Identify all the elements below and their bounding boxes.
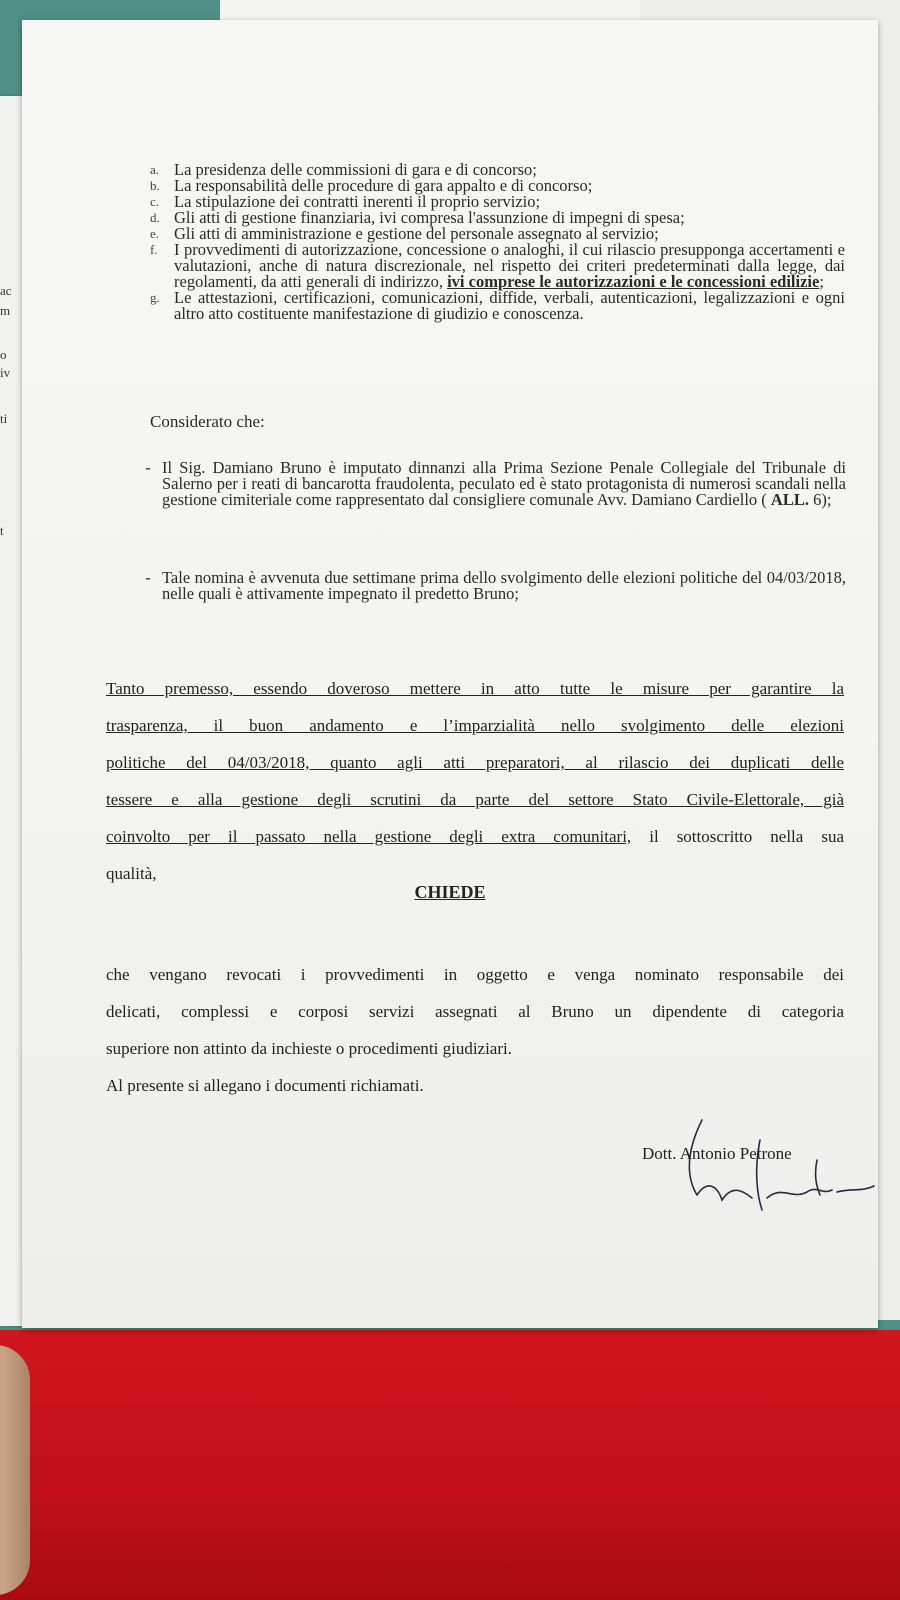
list-item <box>150 242 845 290</box>
red-cloth-background <box>0 1330 900 1600</box>
list-item-label: g. <box>150 290 160 305</box>
bullet-tail: 6); <box>813 490 832 509</box>
premise-line: coinvolto per il passato nella gestione degli extra comunitari, <box>106 827 632 846</box>
document-page <box>22 20 878 1328</box>
fragment: iv <box>0 365 11 380</box>
list-item-label: f. <box>150 242 158 257</box>
list-item-label: b. <box>150 178 160 193</box>
list-item-text: Gli atti di gestione finanziaria, ivi compresa l'assunzione di impegni di spesa; <box>174 208 685 227</box>
list-item-label: a. <box>150 162 160 177</box>
list-item-tail: ; <box>819 272 824 291</box>
list-item-text: La responsabilità delle procedure di gara appalto e di concorso; <box>174 176 593 195</box>
chiede-heading: CHIEDE <box>414 882 486 902</box>
list-item-text: La presidenza delle commissioni di gara e di concorso; <box>174 160 537 179</box>
request-line: che vengano revocati i provvedimenti in oggetto e venga nominato responsabile dei <box>106 965 844 984</box>
fragment: o <box>0 347 7 362</box>
premise-line: trasparenza, il buon andamento e l’imparzialità nello svolgimento delle elezioni <box>106 716 844 735</box>
request-line: delicati, complessi e corposi servizi assegnati al Bruno un dipendente di categoria <box>106 1002 844 1021</box>
fragment: m <box>0 303 11 318</box>
considerato-heading: Considerato che: <box>150 412 265 431</box>
attachments-line: Al presente si allegano i documenti richiamati. <box>106 1076 424 1095</box>
bullet-item <box>134 460 846 508</box>
list-item-label: d. <box>150 210 160 225</box>
premise-last-line: qualità, <box>106 864 157 883</box>
duties-list <box>150 162 845 322</box>
request-paragraph <box>106 956 844 1104</box>
bullet-emphasis: ALL. <box>770 490 809 509</box>
list-item-label: c. <box>150 194 160 209</box>
list-item <box>150 290 845 322</box>
fragment: ti <box>0 411 8 426</box>
list-item-label: e. <box>150 226 160 241</box>
bullet-item <box>134 570 846 602</box>
fragment: t <box>0 523 4 538</box>
premise-paragraph <box>106 670 844 892</box>
bullet-dash: - <box>145 568 151 587</box>
premise-line: tessere e alla gestione degli scrutini da parte del settore Stato Civile-Elettorale, già <box>106 790 844 809</box>
signature-name: Dott. Antonio Petrone <box>642 1144 792 1163</box>
bullet-dash: - <box>145 458 151 477</box>
premise-line: Tanto premesso, essendo doveroso mettere in atto tutte le misure per garantire la <box>106 679 844 698</box>
bullet-text: Tale nomina è avvenuta due settimane prima dello svolgimento delle elezioni politiche del 04/03/2018, nelle quali è attivamente impegnato il predetto Bruno; <box>162 568 846 603</box>
list-item-text: Gli atti di amministrazione e gestione del personale assegnato al servizio; <box>174 224 659 243</box>
list-item-text: I provvedimenti di autorizzazione, concessione o analoghi, il cui rilascio presupponga accertamenti e valutazioni, anche di natura discrezionale, nel rispetto dei criteri predeterminati dalla legge, dai regolamenti, da atti generali di indirizzo, <box>174 240 845 291</box>
fragment: ac <box>0 283 12 298</box>
list-item-emphasis: ivi comprese le autorizzazioni e le concessioni edilizie <box>447 272 820 291</box>
premise-tail: il sottoscritto nella sua <box>631 827 844 846</box>
list-item-text: La stipulazione dei contratti inerenti il proprio servizio; <box>174 192 541 211</box>
request-line: superiore non attinto da inchieste o procedimenti giudiziari. <box>106 1039 512 1058</box>
premise-line: politiche del 04/03/2018, quanto agli atti preparatori, al rilascio dei duplicati delle <box>106 753 844 772</box>
bullet-text: Il Sig. Damiano Bruno è imputato dinnanzi alla Prima Sezione Penale Collegiale del Tribunale di Salerno per i reati di bancarotta fraudolenta, peculato ed è stato protagonista di numerosi scandali nella gestione cimiteriale come rappresentato dal consigliere comunale Avv. Damiano Cardiello ( <box>162 458 846 509</box>
finger-edge <box>0 1345 30 1595</box>
list-item-text: Le attestazioni, certificazioni, comunicazioni, diffide, verbali, autenticazioni, legalizzazioni e ogni altro atto costituente manifestazione di giudizio e conoscenza. <box>174 288 845 323</box>
